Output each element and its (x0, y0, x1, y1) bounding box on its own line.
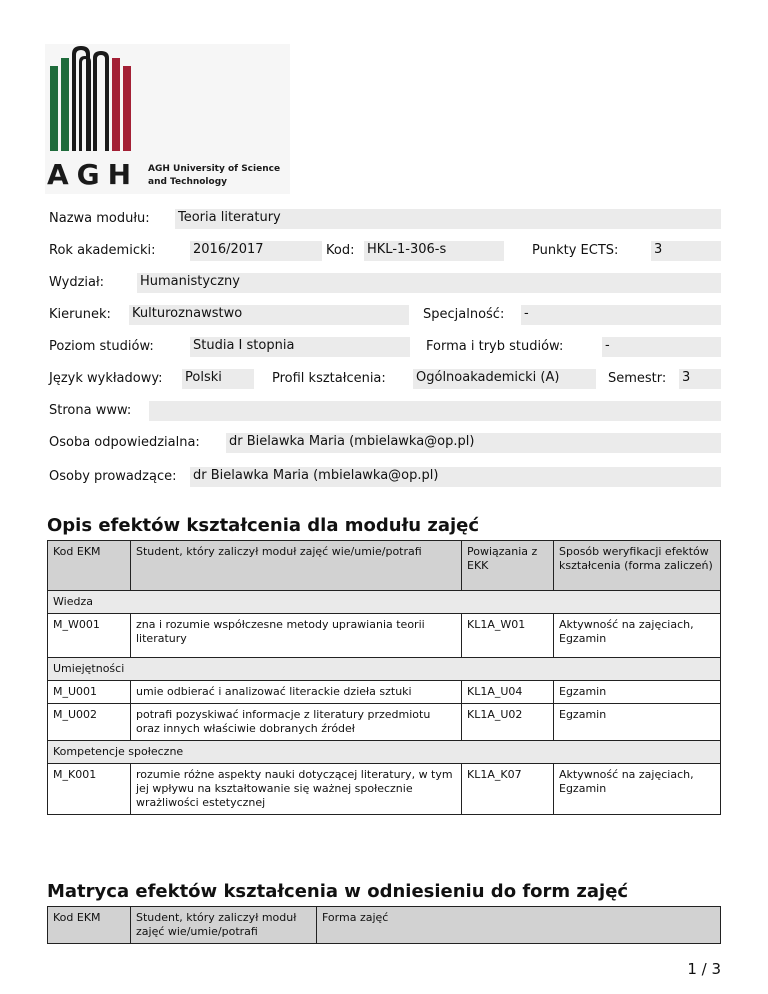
category-row (48, 741, 721, 764)
forma-label: Forma i tryb studiów: (426, 339, 564, 354)
www-label: Strona www: (49, 403, 132, 418)
logo-name-line2: and Technology (148, 177, 228, 187)
rok-value: 2016/2017 (190, 241, 322, 261)
spec-value: - (521, 305, 721, 325)
effects-table (47, 540, 721, 815)
table-header-row (48, 907, 721, 944)
spec-label: Specjalność: (423, 307, 505, 322)
cell-description: zna i rozumie współczesne metody uprawiania teorii literatury (131, 614, 462, 658)
semestr-label: Semestr: (608, 371, 667, 386)
kierunek-value: Kulturoznawstwo (129, 305, 409, 325)
poziom-value: Studia I stopnia (190, 337, 410, 357)
jezyk-label: Język wykładowy: (49, 371, 163, 386)
profil-value: Ogólnoakademicki (A) (413, 369, 596, 389)
table-row (48, 681, 721, 704)
section1-title: Opis efektów kształcenia dla modułu zajęć (47, 515, 480, 536)
rok-label: Rok akademicki: (49, 243, 156, 258)
matrix-table (47, 906, 721, 944)
cell-verification: Aktywność na zajęciach, Egzamin (554, 764, 721, 815)
ects-value: 3 (651, 241, 721, 261)
nazwa-value: Teoria literatury (175, 209, 721, 229)
nazwa-label: Nazwa modułu: (49, 211, 150, 226)
cell-description: potrafi pozyskiwać informacje z literatury przedmiotu oraz innych właściwie dobranych źródeł (131, 704, 462, 741)
category-wiedza: Wiedza (48, 591, 721, 614)
logo-name-line1: AGH University of Science (148, 164, 281, 174)
cell-verification: Egzamin (554, 681, 721, 704)
category-kompetencje: Kompetencje społeczne (48, 741, 721, 764)
poziom-label: Poziom studiów: (49, 339, 154, 354)
table-row (48, 614, 721, 658)
profil-label: Profil kształcenia: (272, 371, 386, 386)
cell-ekk: KL1A_U04 (462, 681, 554, 704)
kierunek-label: Kierunek: (49, 307, 111, 322)
table-row (48, 764, 721, 815)
cell-description: umie odbierać i analizować literackie dzieła sztuki (131, 681, 462, 704)
odp-label: Osoba odpowiedzialna: (49, 435, 200, 450)
cell-ekk: KL1A_W01 (462, 614, 554, 658)
table-header-row (48, 541, 721, 591)
cell-code: M_U001 (48, 681, 131, 704)
wydzial-value: Humanistyczny (137, 273, 721, 293)
wydzial-label: Wydział: (49, 275, 105, 290)
logo-brand: AGH (47, 158, 140, 191)
cell-ekk: KL1A_U02 (462, 704, 554, 741)
page-number: 1 / 3 (687, 960, 721, 978)
category-row (48, 591, 721, 614)
cell-verification: Aktywność na zajęciach, Egzamin (554, 614, 721, 658)
cell-ekk: KL1A_K07 (462, 764, 554, 815)
prow-label: Osoby prowadzące: (49, 469, 177, 484)
category-row (48, 658, 721, 681)
cell-code: M_U002 (48, 704, 131, 741)
header-student: Student, który zaliczył moduł zajęć wie/umie/potrafi (131, 541, 462, 591)
semestr-value: 3 (679, 369, 721, 389)
www-value (149, 401, 721, 421)
jezyk-value: Polski (182, 369, 254, 389)
prow-value: dr Bielawka Maria (mbielawka@op.pl) (190, 467, 721, 487)
table-row (48, 704, 721, 741)
ects-label: Punkty ECTS: (532, 243, 619, 258)
forma-value: - (602, 337, 721, 357)
cell-description: rozumie różne aspekty nauki dotyczącej literatury, w tym jej wpływu na kształtowanie się ważnej społecznie wrażliwości estetycznej (131, 764, 462, 815)
kod-value: HKL-1-306-s (364, 241, 504, 261)
cell-verification: Egzamin (554, 704, 721, 741)
cell-code: M_W001 (48, 614, 131, 658)
header-kod-ekm: Kod EKM (48, 907, 131, 944)
kod-label: Kod: (326, 243, 355, 258)
section2-title: Matryca efektów kształcenia w odniesieniu do form zajęć (47, 881, 629, 902)
category-umiejetnosci: Umiejętności (48, 658, 721, 681)
odp-value: dr Bielawka Maria (mbielawka@op.pl) (226, 433, 721, 453)
agh-logo (45, 44, 290, 194)
cell-code: M_K001 (48, 764, 131, 815)
header-powiazania: Powiązania z EKK (462, 541, 554, 591)
header-student: Student, który zaliczył moduł zajęć wie/umie/potrafi (131, 907, 317, 944)
header-kod-ekm: Kod EKM (48, 541, 131, 591)
header-forma-zajec: Forma zajęć (317, 907, 721, 944)
header-sposob: Sposób weryfikacji efektów kształcenia (forma zaliczeń) (554, 541, 721, 591)
